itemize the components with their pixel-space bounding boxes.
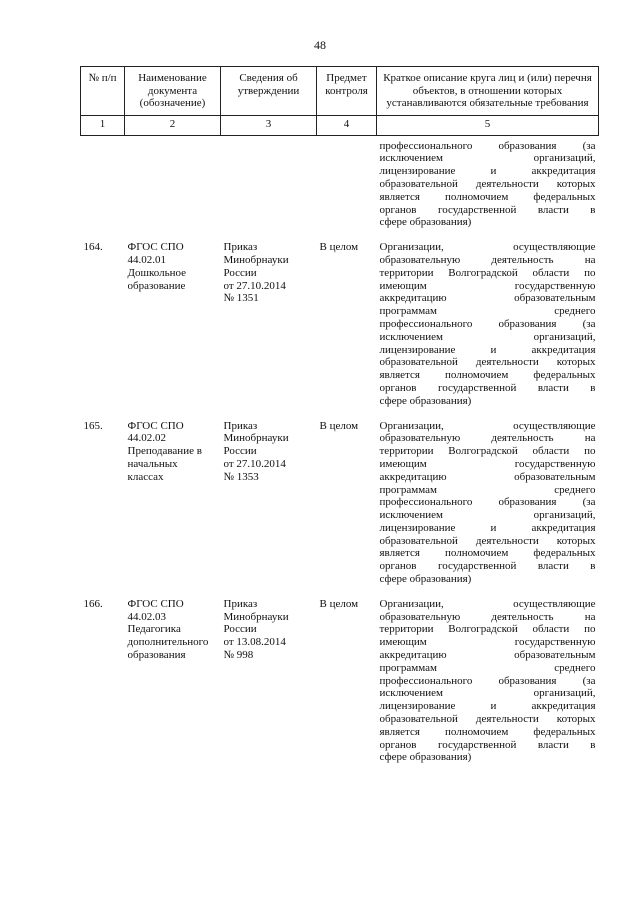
column-number: 2 bbox=[125, 115, 221, 135]
text-line: исключением организаций, bbox=[379, 687, 596, 700]
table-row bbox=[81, 408, 599, 586]
text-line: исключением организаций, bbox=[379, 509, 596, 522]
header-subject: Предмет контроля bbox=[317, 67, 377, 116]
column-number: 3 bbox=[221, 115, 317, 135]
continuation-description bbox=[377, 135, 599, 229]
page-number: 48 bbox=[314, 38, 326, 52]
text-line: территории Волгоградской области по bbox=[379, 623, 596, 636]
continuation-row bbox=[81, 135, 599, 229]
text-line: начальных bbox=[127, 457, 178, 470]
text-line: является полномочием федеральных bbox=[379, 547, 596, 560]
text-line: от 27.10.2014 bbox=[223, 457, 286, 470]
text-line: образовательную деятельность на bbox=[379, 432, 596, 445]
text-line: профессионального образования (за bbox=[379, 496, 596, 509]
table-row bbox=[81, 229, 599, 407]
text-line: исключением организаций, bbox=[379, 330, 596, 343]
control-subject: В целом bbox=[319, 597, 359, 610]
entity-description bbox=[377, 586, 599, 764]
text-line: лицензирование и аккредитация bbox=[379, 343, 596, 356]
text-line: органов государственной власти в bbox=[379, 560, 596, 573]
text-line: профессионального образования (за bbox=[379, 674, 596, 687]
text-line: образование bbox=[127, 279, 186, 292]
text-line: программам среднего bbox=[379, 483, 596, 496]
text-line: территории Волгоградской области по bbox=[379, 445, 596, 458]
column-number: 4 bbox=[317, 115, 377, 135]
text-line: России bbox=[223, 266, 257, 279]
text-line: ФГОС СПО bbox=[127, 597, 184, 610]
text-line: сфере образования) bbox=[379, 751, 472, 764]
text-line: России bbox=[223, 623, 257, 636]
text-line: ФГОС СПО bbox=[127, 241, 184, 254]
text-line: Приказ bbox=[223, 419, 258, 432]
column-number-row bbox=[81, 115, 599, 135]
entity-description bbox=[377, 408, 599, 586]
text-line: Минобрнауки bbox=[223, 610, 289, 623]
text-line: лицензирование и аккредитация bbox=[379, 700, 596, 713]
text-line: Организации, осуществляющие bbox=[379, 419, 596, 432]
text-line: Педагогика bbox=[127, 623, 181, 636]
text-line: 44.02.03 bbox=[127, 610, 166, 623]
text-line: образовательную деятельность на bbox=[379, 253, 596, 266]
text-line: органов государственной власти в bbox=[379, 381, 596, 394]
text-line: сфере образования) bbox=[379, 216, 472, 229]
header-description: Краткое описание круга лиц и (или) перечня объектов, в отношении которых устанавливаются обязательные требования bbox=[377, 67, 599, 116]
text-line: лицензирование и аккредитация bbox=[379, 165, 596, 178]
text-line: № 998 bbox=[223, 649, 254, 662]
header-document: Наименование документа (обозначение) bbox=[125, 67, 221, 116]
text-line: Минобрнауки bbox=[223, 432, 289, 445]
document-name bbox=[125, 586, 221, 764]
text-line: программам среднего bbox=[379, 661, 596, 674]
text-line: органов государственной власти в bbox=[379, 738, 596, 751]
row-number: 164. bbox=[83, 241, 103, 254]
text-line: Приказ bbox=[223, 597, 258, 610]
row-number: 166. bbox=[83, 597, 103, 610]
text-line: сфере образования) bbox=[379, 394, 472, 407]
text-line: сфере образования) bbox=[379, 573, 472, 586]
text-line: органов государственной власти в bbox=[379, 203, 596, 216]
text-line: образовательной деятельности которых bbox=[379, 713, 596, 726]
text-line: имеющим государственную bbox=[379, 279, 596, 292]
header-approval: Сведения об утверждении bbox=[221, 67, 317, 116]
text-line: образовательной деятельности которых bbox=[379, 356, 596, 369]
text-line: является полномочием федеральных bbox=[379, 725, 596, 738]
text-line: является полномочием федеральных bbox=[379, 190, 596, 203]
text-line: профессионального образования (за bbox=[379, 317, 596, 330]
text-line: имеющим государственную bbox=[379, 457, 596, 470]
text-line: аккредитацию образовательным bbox=[379, 292, 596, 305]
text-line: 44.02.02 bbox=[127, 432, 166, 445]
control-subject: В целом bbox=[319, 241, 359, 254]
control-subject: В целом bbox=[319, 419, 359, 432]
text-line: Организации, осуществляющие bbox=[379, 241, 596, 254]
document-name bbox=[125, 408, 221, 586]
table-header-row bbox=[81, 67, 599, 116]
text-line: образовательную деятельность на bbox=[379, 610, 596, 623]
text-line: № 1351 bbox=[223, 292, 259, 305]
text-line: № 1353 bbox=[223, 470, 259, 483]
text-line: Приказ bbox=[223, 241, 258, 254]
approval-info bbox=[221, 408, 317, 586]
text-line: аккредитацию образовательным bbox=[379, 470, 596, 483]
text-line: от 13.08.2014 bbox=[223, 636, 286, 649]
table-row bbox=[81, 586, 599, 764]
text-line: от 27.10.2014 bbox=[223, 279, 286, 292]
text-line: лицензирование и аккредитация bbox=[379, 521, 596, 534]
column-number: 5 bbox=[377, 115, 599, 135]
text-line: аккредитацию образовательным bbox=[379, 649, 596, 662]
header-number: № п/п bbox=[81, 67, 125, 116]
text-line: образовательной деятельности которых bbox=[379, 534, 596, 547]
text-line: исключением организаций, bbox=[379, 152, 596, 165]
text-line: Организации, осуществляющие bbox=[379, 597, 596, 610]
text-line: территории Волгоградской области по bbox=[379, 266, 596, 279]
approval-info bbox=[221, 229, 317, 407]
text-line: Дошкольное bbox=[127, 266, 187, 279]
text-line: ФГОС СПО bbox=[127, 419, 184, 432]
document-name bbox=[125, 229, 221, 407]
column-number: 1 bbox=[81, 115, 125, 135]
text-line: образовательной деятельности которых bbox=[379, 177, 596, 190]
text-line: России bbox=[223, 445, 257, 458]
row-number: 165. bbox=[83, 419, 103, 432]
approval-info bbox=[221, 586, 317, 764]
text-line: профессионального образования (за bbox=[379, 139, 596, 152]
text-line: 44.02.01 bbox=[127, 253, 166, 266]
requirements-table bbox=[80, 66, 599, 764]
text-line: классах bbox=[127, 470, 164, 483]
text-line: Преподавание в bbox=[127, 445, 202, 458]
entity-description bbox=[377, 229, 599, 407]
text-line: дополнительного bbox=[127, 636, 209, 649]
text-line: является полномочием федеральных bbox=[379, 369, 596, 382]
text-line: образования bbox=[127, 649, 186, 662]
text-line: Минобрнауки bbox=[223, 253, 289, 266]
text-line: имеющим государственную bbox=[379, 636, 596, 649]
text-line: программам среднего bbox=[379, 305, 596, 318]
